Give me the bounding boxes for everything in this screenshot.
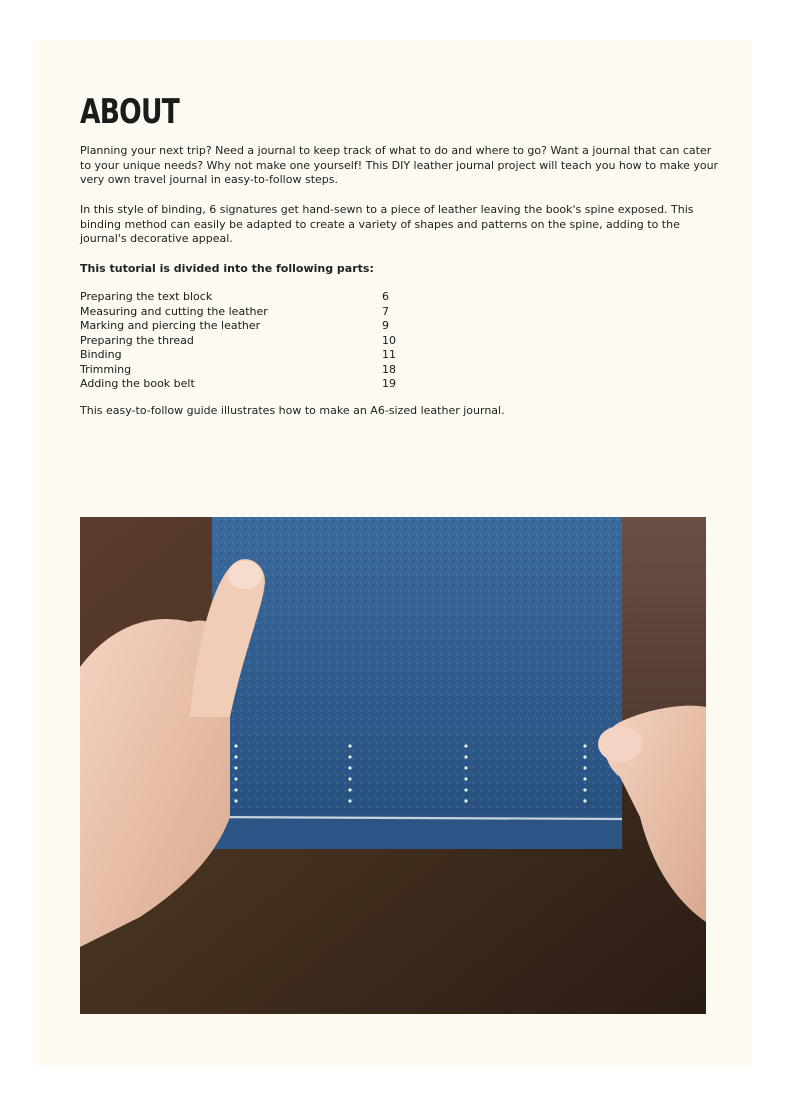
toc-page-number: 10: [382, 333, 396, 347]
toc-heading: This tutorial is divided into the following parts:: [80, 262, 374, 275]
toc-title: Binding: [80, 348, 122, 361]
toc-title: Preparing the text block: [80, 290, 213, 303]
blue-journal-cover: [198, 517, 622, 849]
journal-photo: [80, 517, 706, 1014]
toc-page-number: 9: [382, 319, 389, 332]
table-of-contents: [80, 290, 412, 392]
toc-page-number: 19: [382, 377, 396, 390]
toc-row: [80, 348, 412, 363]
toc-page-number: 11: [382, 348, 396, 361]
binding-paragraph: In this style of binding, 6 signatures get hand-sewn to a piece of leather leaving the book's spine exposed. This binding method can easily be adapted to create a variety of shapes and patterns on the spine, adding to the journal's decorative appeal.: [80, 203, 694, 245]
toc-title: Trimming: [80, 362, 132, 376]
toc-title: Adding the book belt: [80, 377, 195, 390]
journal-photo-illustration: [80, 517, 706, 1014]
toc-title: Measuring and cutting the leather: [80, 304, 268, 318]
toc-row: [80, 377, 412, 392]
intro-paragraph: Planning your next trip? Need a journal to keep track of what to do and where to go? Want a journal that can cater to your unique needs? Why not make one yourself! This DIY leather journal project will teach you how to make your very own travel journal in easy-to-follow steps.: [80, 144, 719, 186]
closing-paragraph: This easy-to-follow guide illustrates how to make an A6-sized leather journal.: [80, 404, 505, 417]
toc-page-number: 18: [382, 362, 396, 376]
toc-row: [80, 363, 412, 378]
toc-page-number: 6: [382, 290, 389, 303]
document-page: [33, 40, 752, 1065]
toc-row: [80, 305, 412, 320]
toc-title: Marking and piercing the leather: [80, 319, 261, 332]
toc-title: Preparing the thread: [80, 333, 194, 347]
toc-page-number: 7: [382, 304, 389, 318]
toc-row: [80, 334, 412, 349]
toc-row: [80, 319, 412, 334]
toc-row: [80, 290, 412, 305]
page-title: ABOUT: [80, 92, 180, 132]
